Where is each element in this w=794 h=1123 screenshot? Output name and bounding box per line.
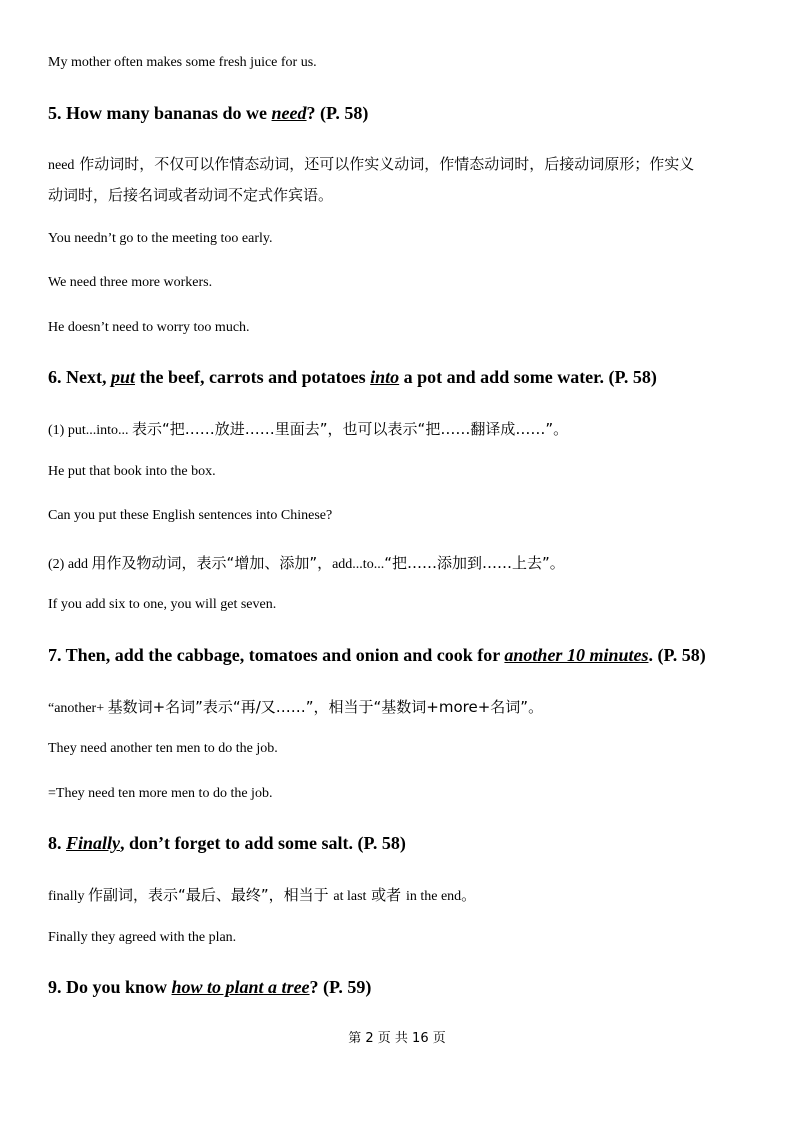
heading-text: ? (P. 59)	[309, 977, 372, 997]
section-heading-8	[48, 833, 754, 854]
example-sentence: You needn’t go to the meeting too early.	[48, 231, 273, 246]
page-number-footer: 第 2 页 共 16 页	[348, 1031, 446, 1046]
keyword: put	[110, 367, 135, 387]
heading-text: ? (P. 58)	[306, 103, 369, 123]
explanation-text: 。	[461, 886, 477, 904]
explanation-term: add...to...	[332, 557, 385, 572]
explanation-term: (2) add	[48, 557, 92, 572]
explanation-text: 基数词+名词”表示“再/又……”，相当于“基数词+more+名词”。	[107, 698, 544, 716]
heading-text: 9. Do you know	[48, 977, 172, 997]
section-heading-7	[48, 645, 754, 666]
explanation-line	[48, 418, 754, 439]
example-sentence: Finally they agreed with the plan.	[48, 930, 237, 945]
explanation-term: (1) put...into...	[48, 423, 132, 438]
heading-text: , don’t forget to add some salt. (P. 58)	[120, 833, 406, 853]
explanation-term: finally	[48, 889, 89, 904]
heading-text: 5. How many bananas do we	[48, 103, 272, 123]
heading-text: the beef, carrots and potatoes	[135, 367, 371, 387]
keyword: how to plant a tree	[171, 977, 310, 997]
explanation-text: 或者	[366, 886, 406, 904]
heading-text: 8.	[48, 833, 66, 853]
explanation-text: 用作及物动词，表示“增加、添加”，	[91, 554, 333, 572]
heading-text: . (P. 58)	[648, 645, 706, 665]
keyword: into	[370, 367, 400, 387]
section-heading-9	[48, 977, 754, 998]
example-sentence: He doesn’t need to worry too much.	[48, 320, 250, 335]
keyword: need	[271, 103, 307, 123]
explanation-text: 作副词，表示“最后、最终”，相当于	[88, 886, 334, 904]
explanation-line	[48, 153, 754, 174]
example-sentence: He put that book into the box.	[48, 464, 216, 479]
explanation-text: “把……添加到……上去”。	[384, 554, 565, 572]
explanation-line: 动词时，后接名词或者动词不定式作宾语。	[48, 186, 334, 204]
keyword: Finally	[66, 833, 121, 853]
explanation-line	[48, 884, 754, 905]
heading-text: 7. Then, add the cabbage, tomatoes and onion and cook for	[48, 645, 505, 665]
explanation-term: need	[48, 158, 75, 173]
example-sentence: =They need ten more men to do the job.	[48, 786, 273, 801]
section-heading-5	[48, 103, 754, 124]
example-sentence: We need three more workers.	[48, 275, 213, 290]
example-sentence: My mother often makes some fresh juice for us.	[48, 55, 317, 70]
explanation-term: “another+	[48, 701, 108, 716]
explanation-line	[48, 696, 754, 717]
explanation-term: at last	[333, 889, 367, 904]
explanation-text: 表示“把……放进……里面去”，也可以表示“把……翻译成……”。	[132, 420, 569, 438]
example-sentence: Can you put these English sentences into Chinese?	[48, 508, 333, 523]
keyword: another 10 minutes	[504, 645, 649, 665]
heading-text: a pot and add some water. (P. 58)	[399, 367, 657, 387]
explanation-line	[48, 552, 754, 573]
section-heading-6	[48, 367, 754, 388]
example-sentence: They need another ten men to do the job.	[48, 741, 278, 756]
explanation-term: in the end	[405, 889, 462, 904]
heading-text: 6. Next,	[48, 367, 111, 387]
example-sentence: If you add six to one, you will get seven.	[48, 597, 277, 612]
explanation-text: 作动词时，不仅可以作情态动词，还可以作实义动词，作情态动词时，后接动词原形；作实义	[74, 155, 695, 173]
